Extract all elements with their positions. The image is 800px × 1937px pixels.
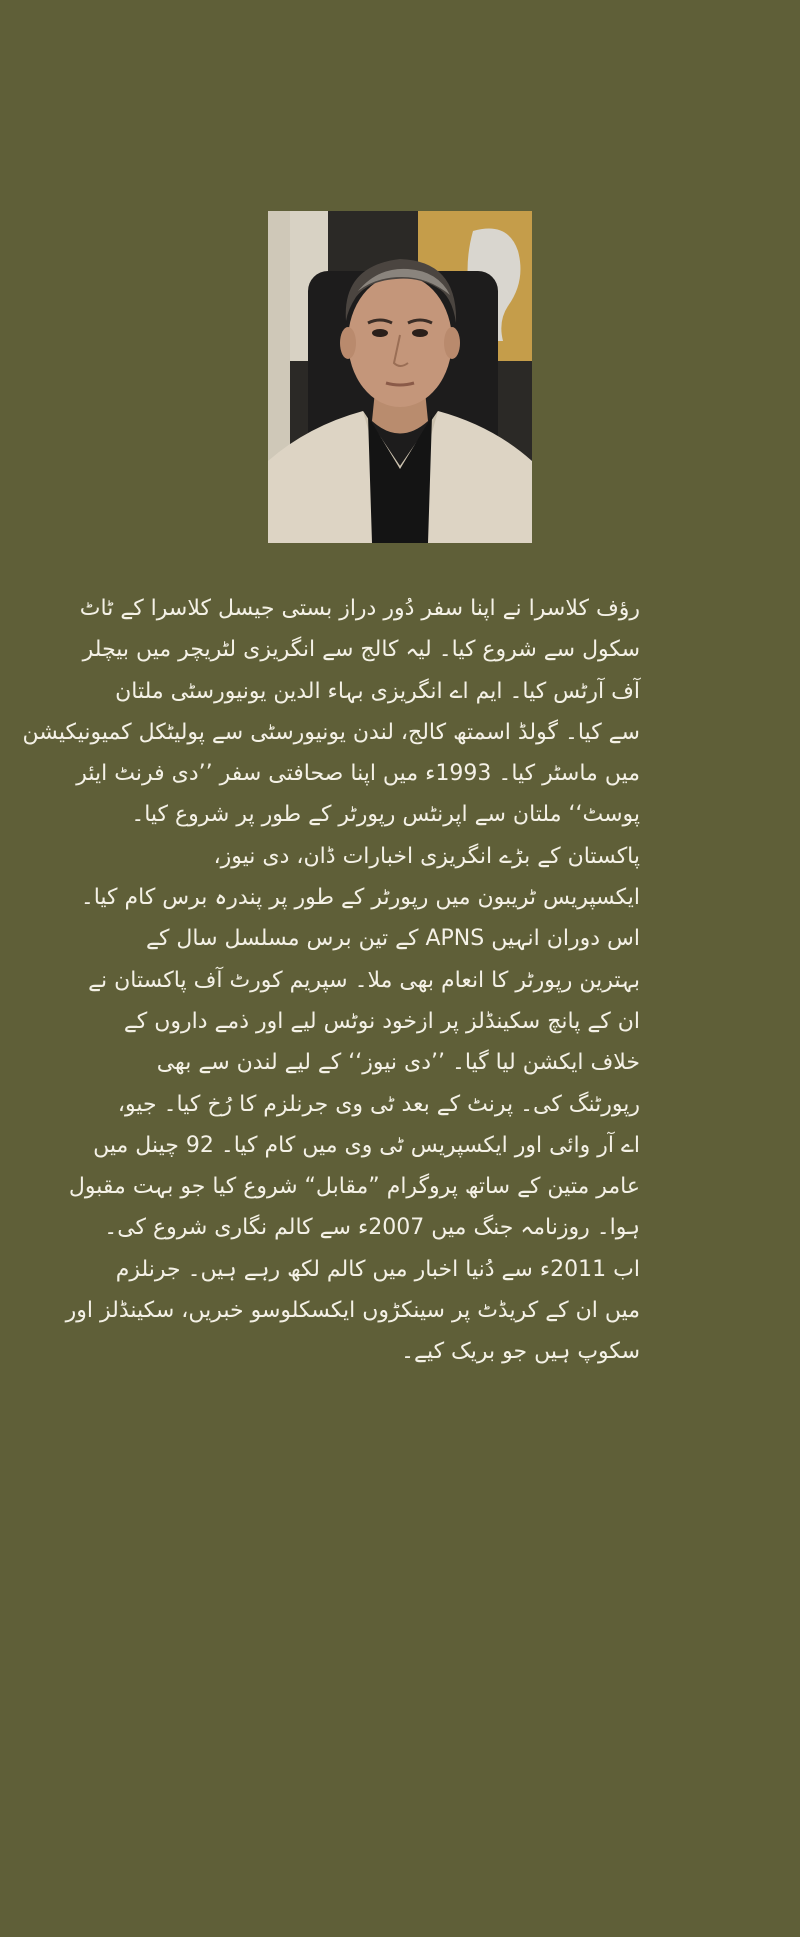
portrait-photo-icon — [268, 211, 532, 543]
bio-line: ان کے پانچ سکینڈلز پر ازخود نوٹس لیے اور ذمے داروں کے — [123, 1008, 640, 1034]
bio-line: میں ان کے کریڈٹ پر سینکڑوں ایکسکلوسو خبریں، سکینڈلز اور — [65, 1298, 640, 1324]
bio-line: اے آر وائی اور ایکسپریس ٹی وی میں کام کیا۔ 92 چینل میں — [93, 1132, 640, 1158]
bio-line: پاکستان کے بڑے انگریزی اخبارات ڈان، دی نیوز، — [213, 843, 640, 869]
bio-line: ایکسپریس ٹریبون میں رپورٹر کے طور پر پندرہ برس کام کیا۔ — [80, 885, 640, 911]
bio-line: رؤف کلاسرا نے اپنا سفر دُور دراز بستی جیسل کلاسرا کے ٹاٹ — [79, 596, 640, 621]
bio-line: اب 2011ء سے دُنیا اخبار میں کالم لکھ رہے ہیں۔ جرنلزم — [115, 1256, 640, 1282]
bio-line: سے کیا۔ گولڈ اسمتھ کالج، لندن یونیورسٹی سے پولیٹکل کمیونیکیشن — [22, 719, 640, 745]
bio-line: سکوپ ہیں جو بریک کیے۔ — [401, 1339, 640, 1365]
bio-line: رپورٹنگ کی۔ پرنٹ کے بعد ٹی وی جرنلزم کا رُخ کیا۔ جیو، — [117, 1091, 640, 1117]
author-biography — [22, 588, 640, 1373]
bio-line: پوسٹ‘‘ ملتان سے اپرنٹس رپورٹر کے طور پر شروع کیا۔ — [131, 802, 640, 828]
author-portrait — [268, 211, 532, 543]
bio-line: بہترین رپورٹر کا انعام بھی ملا۔ سپریم کورٹ آف پاکستان نے — [88, 967, 640, 993]
bio-line: ہوا۔ روزنامہ جنگ میں 2007ء سے کالم نگاری شروع کی۔ — [104, 1215, 640, 1241]
bio-line: اس دوران انہیں APNS کے تین برس مسلسل سال کے — [146, 926, 640, 952]
bio-line: عامر متین کے ساتھ پروگرام ”مقابل“ شروع کیا جو بہت مقبول — [68, 1174, 640, 1200]
bio-line: خلاف ایکشن لیا گیا۔ ’’دی نیوز‘‘ کے لیے لندن سے بھی — [156, 1050, 640, 1076]
bio-line: سکول سے شروع کیا۔ لیہ کالج سے انگریزی لٹریچر میں بیچلر — [82, 637, 640, 663]
bio-line: میں ماسٹر کیا۔ 1993ء میں اپنا صحافتی سفر ’’دی فرنٹ ایئر — [76, 761, 640, 787]
bio-line: آف آرٹس کیا۔ ایم اے انگریزی بہاء الدین یونیورسٹی ملتان — [115, 678, 640, 704]
